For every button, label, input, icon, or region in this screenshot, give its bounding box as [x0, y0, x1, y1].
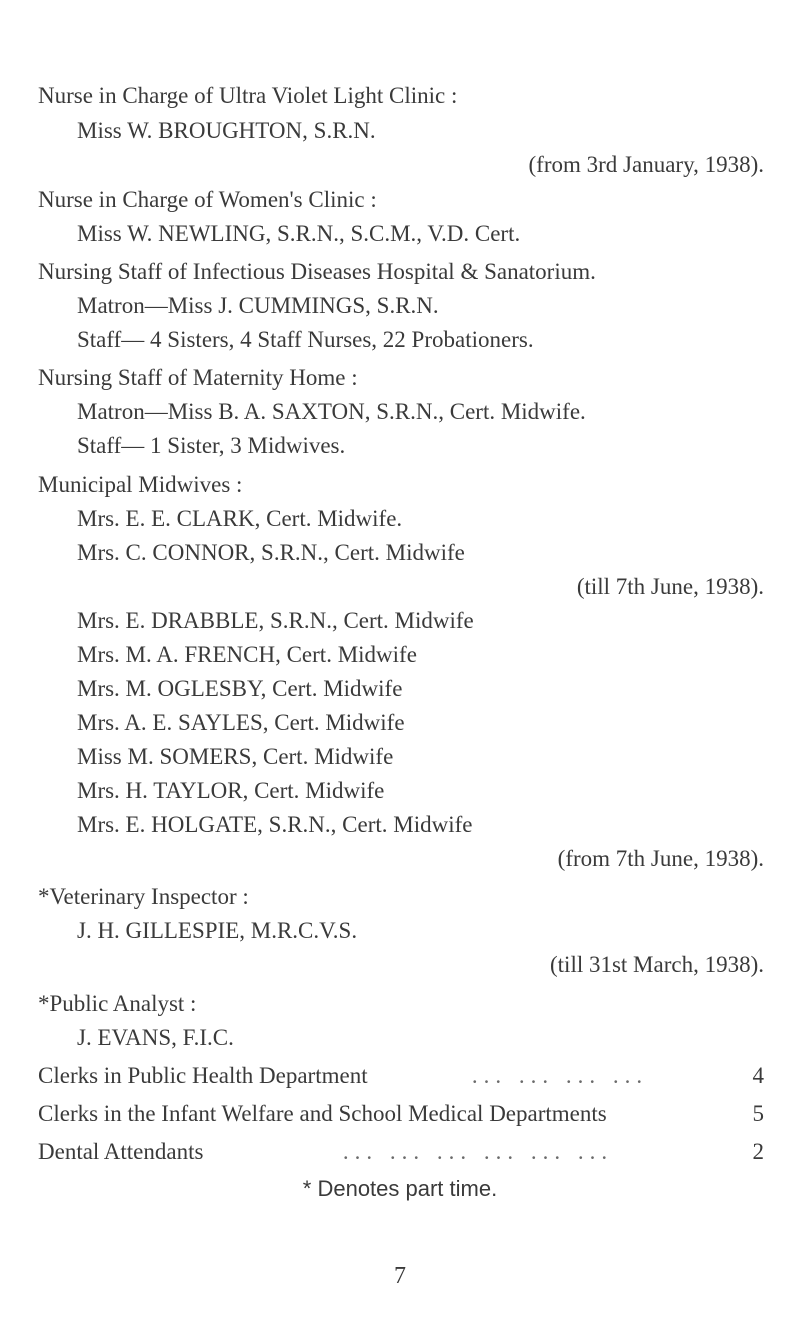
clerks-count: 4	[752, 1063, 764, 1088]
midwife-entry: Mrs. E. E. CLARK, Cert. Midwife.	[77, 506, 403, 531]
infectious-staff: Staff— 4 Sisters, 4 Staff Nurses, 22 Probationers.	[77, 327, 534, 352]
womens-clinic-heading: Nurse in Charge of Women's Clinic :	[38, 187, 377, 212]
clerks-row	[38, 1062, 764, 1090]
clerks-row	[38, 1100, 764, 1128]
midwife-entry: Mrs. A. E. SAYLES, Cert. Midwife	[77, 710, 405, 735]
midwives-heading: Municipal Midwives :	[38, 472, 243, 497]
midwife-entry: Mrs. H. TAYLOR, Cert. Midwife	[77, 778, 385, 803]
midwife-entry: Mrs. M. A. FRENCH, Cert. Midwife	[77, 642, 417, 667]
womens-clinic-nurse: Miss W. NEWLING, S.R.N., S.C.M., V.D. Cert.	[77, 221, 521, 246]
midwife-note: (till 7th June, 1938).	[576, 574, 764, 599]
midwife-entry: Mrs. E. HOLGATE, S.R.N., Cert. Midwife	[77, 812, 473, 837]
maternity-matron: Matron—Miss B. A. SAXTON, S.R.N., Cert. Midwife.	[77, 399, 586, 424]
uv-clinic-heading: Nurse in Charge of Ultra Violet Light Clinic :	[38, 83, 458, 108]
clerks-count: 2	[752, 1139, 764, 1164]
clerks-label: Dental Attendants	[38, 1139, 204, 1164]
page-number: 7	[394, 1263, 406, 1289]
leader-dots: ... ... ... ... ... ...	[342, 1139, 614, 1164]
vet-name: J. H. GILLESPIE, M.R.C.V.S.	[77, 918, 358, 943]
vet-note: (till 31st March, 1938).	[550, 952, 764, 977]
analyst-name: J. EVANS, F.I.C.	[77, 1025, 234, 1050]
maternity-heading: Nursing Staff of Maternity Home :	[38, 365, 358, 390]
midwife-entry: Mrs. C. CONNOR, S.R.N., Cert. Midwife	[77, 540, 465, 565]
footnote: * Denotes part time.	[302, 1176, 498, 1201]
analyst-heading: *Public Analyst :	[38, 991, 197, 1016]
vet-heading: *Veterinary Inspector :	[38, 884, 249, 909]
clerks-count: 5	[752, 1101, 764, 1126]
midwife-entry: Miss M. SOMERS, Cert. Midwife	[77, 744, 394, 769]
clerks-label: Clerks in Public Health Department	[38, 1063, 368, 1088]
midwife-note: (from 7th June, 1938).	[557, 846, 764, 871]
midwife-entry: Mrs. E. DRABBLE, S.R.N., Cert. Midwife	[77, 608, 474, 633]
midwife-entry: Mrs. M. OGLESBY, Cert. Midwife	[77, 676, 403, 701]
uv-clinic-note: (from 3rd January, 1938).	[528, 152, 764, 177]
clerks-row	[38, 1138, 764, 1166]
uv-clinic-nurse: Miss W. BROUGHTON, S.R.N.	[77, 118, 376, 143]
leader-dots: ... ... ... ...	[471, 1063, 649, 1088]
infectious-matron: Matron—Miss J. CUMMINGS, S.R.N.	[77, 293, 439, 318]
clerks-label: Clerks in the Infant Welfare and School Medical Departments	[38, 1101, 607, 1126]
infectious-heading: Nursing Staff of Infectious Diseases Hospital & Sanatorium.	[38, 259, 596, 284]
maternity-staff: Staff— 1 Sister, 3 Midwives.	[77, 433, 346, 458]
